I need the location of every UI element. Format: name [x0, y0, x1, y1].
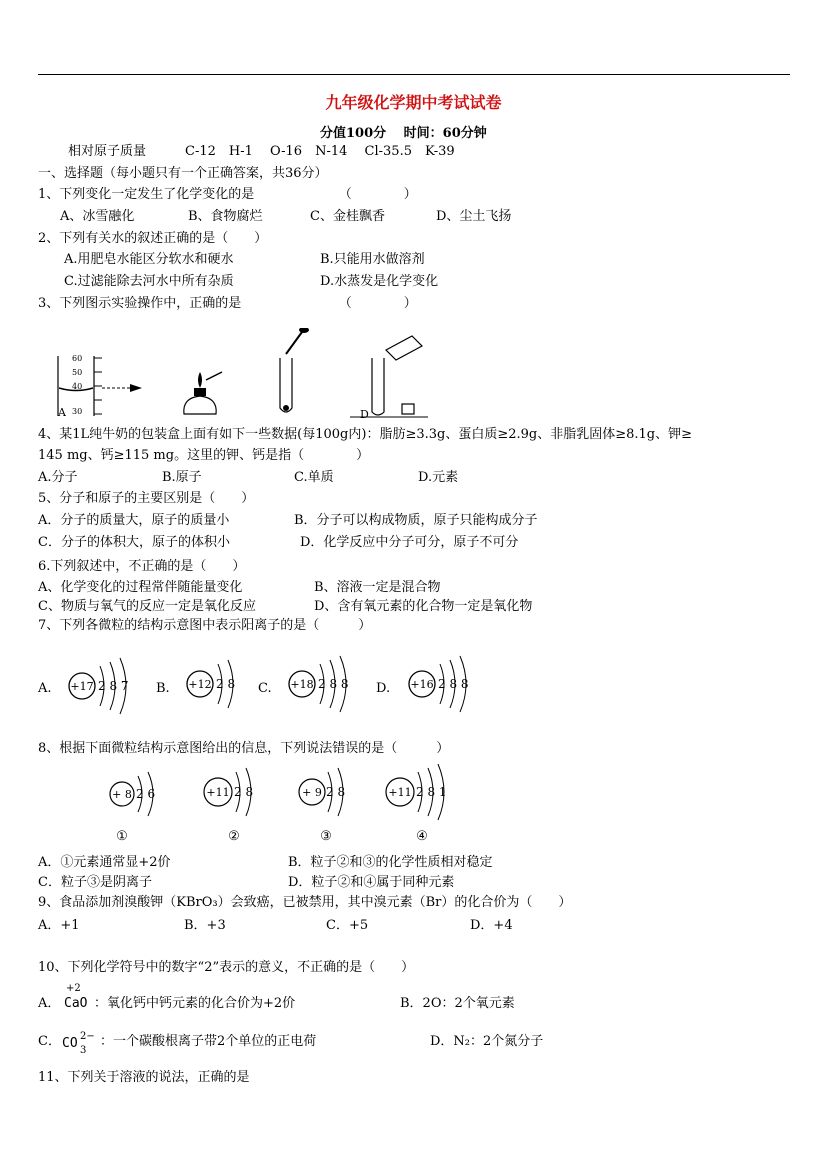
q5-stem: 5、分子和原子的主要区别是（ ） [38, 491, 255, 506]
svg-text:+18: +18 [290, 678, 314, 691]
q9-stem: 9、食品添加剂溴酸钾（KBrO₃）会致癌，已被禁用，其中溴元素（Br）的化合价为（ ） [38, 895, 572, 910]
q4-option-a: A.分子 [38, 470, 78, 485]
svg-text:+17: +17 [70, 680, 94, 693]
figure-label-a: A [58, 406, 66, 419]
svg-text:B.: B. [156, 681, 170, 696]
graduated-cylinder-figure [57, 354, 142, 419]
q5-option-c: C．分子的体积大，原子的体积小 [38, 535, 230, 550]
svg-text:+11: +11 [388, 786, 412, 799]
svg-text:2 8: 2 8 [326, 785, 346, 799]
scale-label: 50 [72, 368, 83, 377]
svg-text:+ 9: + 9 [302, 786, 322, 799]
atomic-mass-line: 相对原子质量 C-12 H-1 O-16 N-14 Cl-35.5 K-39 [68, 144, 455, 159]
q9-option-c: C．+5 [326, 918, 369, 933]
q6-option-c: C、物质与氧气的反应一定是氧化反应 [38, 599, 256, 614]
section-heading: 一、选择题（每小题只有一个正确答案，共36分） [38, 166, 328, 181]
q8-particle-2 [204, 768, 253, 844]
svg-text:C.: C. [258, 681, 272, 696]
q6-option-b: B、溶液一定是混合物 [314, 580, 441, 595]
svg-text:+ 8: + 8 [112, 788, 132, 801]
q8-option-c: C．粒子③是阴离子 [38, 875, 152, 890]
q9-option-b: B．+3 [184, 918, 226, 933]
q7-option-d-diagram [376, 656, 469, 712]
q8-option-b: B．粒子②和③的化学性质相对稳定 [288, 855, 493, 870]
q2-stem: 2、下列有关水的叙述正确的是（ ） [38, 231, 268, 246]
pouring-figure [350, 336, 428, 420]
exam-subtitle: 分值100分 时间：60分钟 [320, 126, 487, 141]
q7-option-a-diagram [37, 658, 129, 714]
q8-particle-4 [386, 764, 447, 844]
q5-option-b: B．分子可以构成物质，原子只能构成分子 [294, 513, 538, 528]
q1-option-c: C、金桂飘香 [310, 209, 385, 224]
q2-option-a: A.用肥皂水能区分软水和硬水 [64, 252, 234, 267]
q9-option-a: A．+1 [38, 918, 80, 933]
scale-label: 40 [72, 382, 83, 391]
q10-option-a-text: ：氧化钙中钙元素的化合价为+2价 [94, 996, 296, 1011]
svg-text:2 8: 2 8 [216, 677, 236, 691]
svg-text:+12: +12 [188, 678, 212, 691]
q1-stem: 1、下列变化一定发生了化学变化的是 （ ） [38, 187, 417, 202]
q8-atom-diagrams [100, 764, 470, 846]
q8-particle-3 [299, 768, 345, 844]
alcohol-lamp-figure [184, 372, 222, 414]
q5-option-a: A．分子的质量大，原子的质量小 [38, 513, 230, 528]
svg-text:2 8 7: 2 8 7 [98, 679, 129, 693]
svg-text:②: ② [228, 829, 240, 844]
svg-text:①: ① [116, 829, 128, 844]
svg-text:③: ③ [320, 829, 332, 844]
q10-option-c-subscript: 3 [80, 1045, 87, 1056]
q3-stem: 3、下列图示实验操作中，正确的是 （ ） [38, 296, 417, 311]
q11-stem: 11、下列关于溶液的说法，正确的是 [38, 1070, 250, 1085]
q9-option-d: D．+4 [470, 918, 513, 933]
q1-option-b: B、食物腐烂 [188, 209, 263, 224]
q7-atom-diagrams [36, 650, 496, 720]
figure-label-d: D [360, 408, 369, 420]
q7-stem: 7、下列各微粒的结构示意图中表示阳离子的是（ ） [38, 618, 372, 633]
q10-option-a-valence: +2 [66, 983, 81, 994]
svg-text:2 8 8: 2 8 8 [318, 677, 349, 691]
q10-option-c-prefix: C． [38, 1034, 61, 1049]
exam-title: 九年级化学期中考试试卷 [325, 93, 502, 112]
q10-option-c-charge: 2− [80, 1031, 95, 1042]
q8-particle-1 [110, 772, 155, 844]
scale-label: 30 [72, 407, 83, 416]
q10-option-c-text: ：一个碳酸根离子带2个单位的正电荷 [100, 1034, 317, 1049]
q10-option-a-formula: CaO [64, 996, 88, 1011]
svg-text:2 8 1: 2 8 1 [416, 785, 447, 799]
q6-option-d: D、含有氧元素的化合物一定是氧化物 [314, 599, 533, 614]
q8-option-d: D．粒子②和④属于同种元素 [288, 875, 455, 890]
svg-text:D.: D. [376, 681, 391, 696]
q2-option-c: C.过滤能除去河水中所有杂质 [64, 274, 234, 289]
q7-option-b-diagram [156, 660, 235, 708]
svg-text:④: ④ [416, 829, 428, 844]
q4-option-c: C.单质 [294, 470, 334, 485]
scale-label: 60 [72, 354, 83, 363]
q4-option-b: B.原子 [162, 470, 202, 485]
q10-option-d: D．N₂：2个氮分子 [430, 1034, 544, 1049]
svg-text:2 8: 2 8 [234, 785, 254, 799]
svg-text:+11: +11 [206, 786, 230, 799]
test-tube-figure [280, 328, 309, 412]
q1-option-a: A、冰雪融化 [60, 209, 135, 224]
header-rule [38, 74, 790, 75]
q4-option-d: D.元素 [418, 470, 459, 485]
q4-stem-line1: 4、某1L纯牛奶的包装盒上面有如下一些数据(每100g内)：脂肪≥3.3g、蛋白质≥2.9g、非脂乳固体≥8.1g、钾≥ [38, 427, 693, 442]
q10-option-c-formula: CO [62, 1036, 78, 1051]
q10-option-b: B．2O：2个氧元素 [400, 996, 515, 1011]
q6-option-a: A、化学变化的过程常伴随能量变化 [38, 580, 243, 595]
q3-lab-figures [50, 328, 430, 420]
q6-stem: 6.下列叙述中，不正确的是（ ） [38, 559, 246, 574]
q1-option-d: D、尘土飞扬 [436, 209, 512, 224]
q8-option-a: A．①元素通常显+2价 [38, 855, 171, 870]
q2-option-d: D.水蒸发是化学变化 [320, 274, 439, 289]
q7-option-c-diagram [258, 656, 349, 712]
q10-stem: 10、下列化学符号中的数字“2”表示的意义，不正确的是（ ） [38, 960, 415, 975]
q4-stem-line2: 145 mg、钙≥115 mg。这里的钾、钙是指（ ） [38, 448, 370, 463]
svg-text:+16: +16 [410, 678, 434, 691]
svg-text:2 8 8: 2 8 8 [438, 677, 469, 691]
q2-option-b: B.只能用水做溶剂 [320, 252, 425, 267]
q5-option-d: D．化学反应中分子可分，原子不可分 [300, 535, 519, 550]
svg-text:A.: A. [38, 681, 52, 696]
q8-stem: 8、根据下面微粒结构示意图给出的信息，下列说法错误的是（ ） [38, 741, 450, 756]
q10-option-a-prefix: A． [38, 996, 61, 1011]
svg-text:2 6: 2 6 [136, 787, 156, 801]
